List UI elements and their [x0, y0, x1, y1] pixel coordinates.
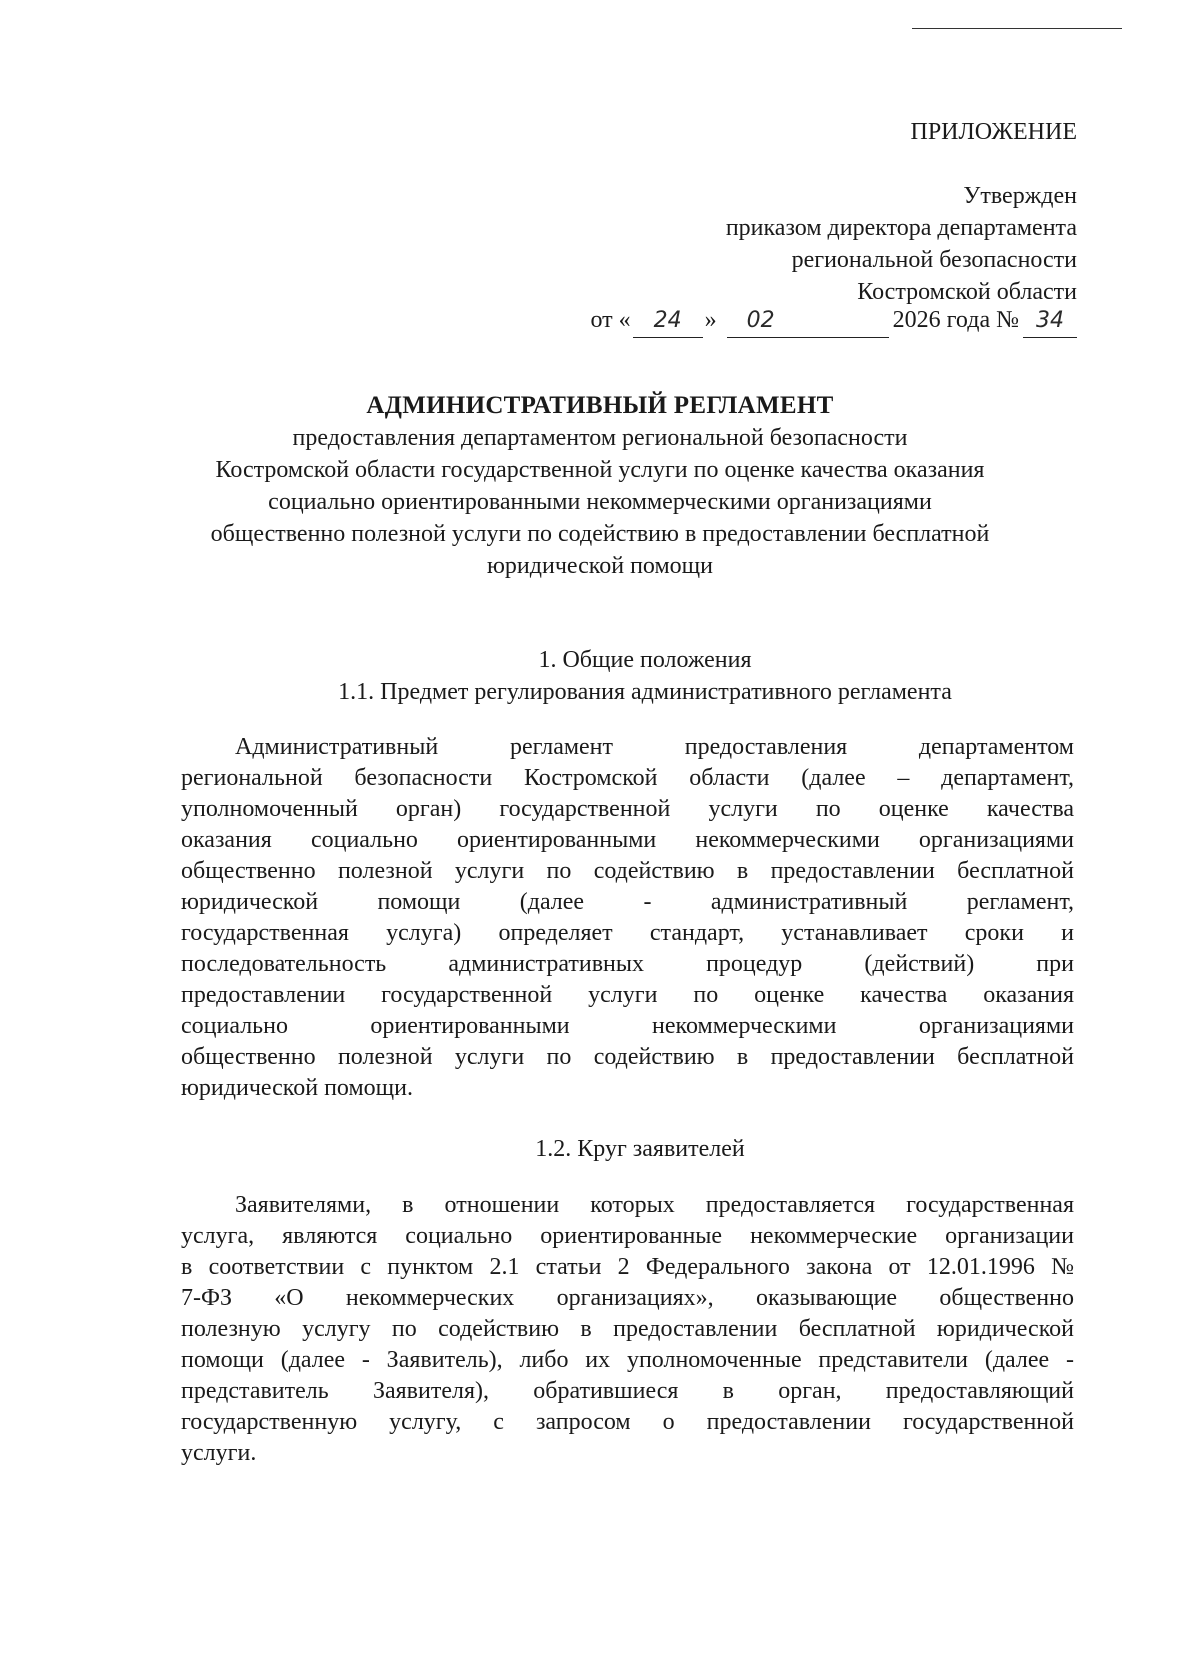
paragraph-line: 7-ФЗ «О некоммерческих организациях», оказывающие общественно: [181, 1285, 1074, 1311]
paragraph-line: полезную услугу по содействию в предоставлении бесплатной юридической: [181, 1316, 1074, 1342]
paragraph-line: услуга, являются социально ориентированные некоммерческие организации: [181, 1223, 1074, 1249]
approval-line: приказом директора департамента: [725, 215, 1077, 241]
paragraph-line: юридической помощи.: [181, 1075, 413, 1101]
paragraph-line: общественно полезной услуги по содействию в предоставлении бесплатной: [181, 1044, 1074, 1070]
section-1-heading: 1. Общие положения: [538, 647, 752, 673]
paragraph-line: региональной безопасности Костромской области (далее – департамент,: [181, 765, 1074, 791]
paragraph-line: Административный регламент предоставления департаментом: [235, 734, 1074, 760]
approval-block: [726, 180, 1077, 308]
paragraph-line: предоставлении государственной услуги по оценке качества оказания: [181, 982, 1074, 1008]
paragraph-line: государственная услуга) определяет стандарт, устанавливает сроки и: [181, 920, 1074, 946]
document-title-block: [150, 390, 1050, 582]
handwritten-month: 02: [727, 305, 889, 338]
paragraph-line: юридической помощи (далее - административный регламент,: [181, 889, 1074, 915]
subtitle-line: социально ориентированными некоммерческими организациями: [268, 489, 932, 515]
subtitle-line: Костромской области государственной услуги по оценке качества оказания: [215, 457, 985, 483]
handwritten-day: 24: [633, 305, 703, 338]
paragraph-line: государственную услугу, с запросом о предоставлении государственной: [181, 1409, 1074, 1435]
top-rule: [912, 28, 1122, 29]
handwritten-order-number: 34: [1023, 305, 1077, 338]
subtitle-line: общественно полезной услуги по содействию в предоставлении бесплатной: [210, 521, 990, 547]
approval-line: Костромской области: [857, 279, 1077, 305]
paragraph-line: оказания социально ориентированными некоммерческими организациями: [181, 827, 1074, 853]
paragraph-line: социально ориентированными некоммерческими организациями: [181, 1013, 1074, 1039]
appendix-label: ПРИЛОЖЕНИЕ: [910, 119, 1077, 145]
paragraph-line: последовательность административных процедур (действий) при: [181, 951, 1074, 977]
paragraph-line: в соответствии с пунктом 2.1 статьи 2 Федерального закона от 12.01.1996 №: [181, 1254, 1074, 1280]
section-1-1-heading: 1.1. Предмет регулирования административного регламента: [338, 679, 952, 705]
paragraph-line: Заявителями, в отношении которых предоставляется государственная: [235, 1192, 1074, 1218]
paragraph-line: помощи (далее - Заявитель), либо их уполномоченные представители (далее -: [181, 1347, 1074, 1373]
paragraph-line: общественно полезной услуги по содействию в предоставлении бесплатной: [181, 858, 1074, 884]
date-prefix: от «: [590, 307, 631, 333]
approval-line: региональной безопасности: [791, 247, 1077, 273]
approval-line: Утвержден: [963, 183, 1077, 209]
date-year: 2026 года №: [892, 307, 1019, 333]
paragraph-subject: [181, 732, 1074, 1104]
subtitle-line: предоставления департаментом региональной безопасности: [292, 425, 908, 451]
section-1-2-heading: 1.2. Круг заявителей: [535, 1136, 745, 1162]
paragraph-line: представитель Заявителя), обратившиеся в орган, предоставляющий: [181, 1378, 1074, 1404]
date-mid: »: [704, 307, 717, 333]
subtitle-line: юридической помощи: [487, 553, 713, 579]
paragraph-line: уполномоченный орган) государственной услуги по оценке качества: [181, 796, 1074, 822]
paragraph-applicants: [181, 1190, 1074, 1469]
document-title: АДМИНИСТРАТИВНЫЙ РЕГЛАМЕНТ: [366, 392, 834, 419]
order-date-line: [591, 304, 1078, 338]
paragraph-line: услуги.: [181, 1440, 257, 1466]
